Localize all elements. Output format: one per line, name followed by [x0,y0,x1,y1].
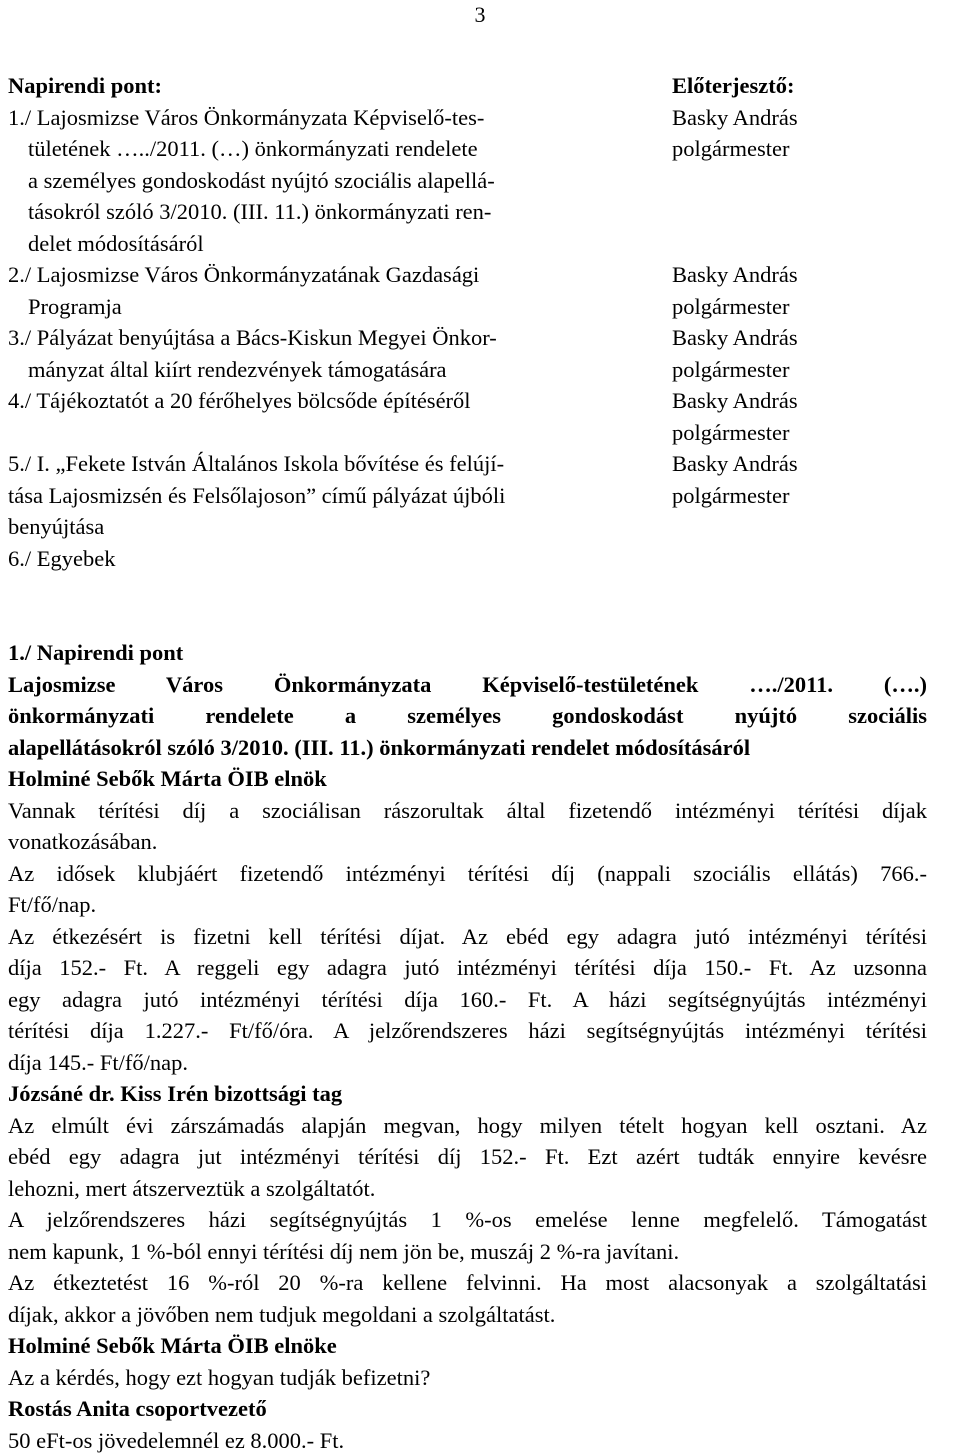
paragraph [8,1267,927,1330]
presenter-title: polgármester [672,419,790,445]
agenda-block [8,70,948,574]
section-title-line: alapellátásokról szóló 3/2010. (III. 11.) önkormányzati rendelet módosításáról [8,734,751,760]
agenda-item-4-text [8,385,672,448]
paragraph-line: díjak, akkor a jövőben nem tudjuk megoldani a szolgáltatást. [8,1301,556,1327]
paragraph-line: A jelzőrendszeres házi segítségnyújtás 1 %-os emelése lenne megfelelő. Támogatást [8,1207,927,1232]
agenda-item-line: 4./ Tájékoztatót a 20 férőhelyes bölcsőde építéséről [8,388,471,413]
paragraph-line: Az elmúlt évi zárszámadás alapján megvan, hogy milyen tételt hogyan kell osztani. Az [8,1112,927,1138]
agenda-item-line: mányzat által kiírt rendezvények támogatására [28,356,447,382]
agenda-item-line: 5./ I. „Fekete István Általános Iskola bővítése és felújí- [8,451,505,476]
paragraph-line: díja 145.- Ft/fő/nap. [8,1049,188,1075]
section-title-line: önkormányzati rendelete a személyes gondoskodást nyújtó szociális [8,703,927,728]
paragraph-line: Ft/fő/nap. [8,892,97,917]
agenda-item-line: a személyes gondoskodást nyújtó szociális alapellá- [28,167,495,193]
presenter-title: polgármester [672,136,790,161]
presenter-heading: Előterjesztő: [672,73,795,98]
agenda-item-line: tása Lajosmizsén és Felsőlajoson” című pályázat újbóli [8,482,506,508]
agenda-item-3-text [8,322,672,385]
presenter-name: Basky András [672,262,798,287]
agenda-item-3-presenter [672,322,948,385]
paragraph-line: 50 eFt-os jövedelemnél ez 8.000.- Ft. [8,1427,345,1453]
page-number: 3 [474,2,486,27]
agenda-item-2 [8,259,948,322]
presenter-title: polgármester [672,356,790,382]
speaker-name: Rostás Anita csoportvezető [8,1396,267,1421]
agenda-item-5-presenter [672,448,948,543]
agenda-item-2-presenter [672,259,948,322]
presenter-name: Basky András [672,388,798,413]
presenter-name: Basky András [672,325,798,350]
agenda-item-line: 2./ Lajosmizse Város Önkormányzatának Gazdasági [8,262,480,287]
paragraph [8,1110,927,1205]
agenda-item-3 [8,322,948,385]
paragraph-line: vonatkozásában. [8,829,158,854]
paragraph-line: Az idősek klubjáért fizetendő intézményi térítési díj (nappali szociális ellátás) 766.- [8,860,927,886]
agenda-item-line: tületének …../2011. (…) önkormányzati rendelete [28,136,478,161]
paragraph-line: lehozni, mert átszerveztük a szolgáltatót. [8,1175,376,1201]
paragraph-line: nem kapunk, 1 %-ból ennyi térítési díj nem jön be, muszáj 2 %-ra javítani. [8,1238,680,1264]
agenda-item-1 [8,102,948,260]
paragraph-line: Vannak térítési díj a szociálisan rászorultak által fizetendő intézményi térítési díjak [8,797,927,823]
agenda-item-6 [8,543,948,575]
agenda-item-5-text [8,448,672,543]
agenda-item-line: tásokról szóló 3/2010. (III. 11.) önkormányzati ren- [28,199,492,224]
paragraph-line: Az a kérdés, hogy ezt hogyan tudják befizetni? [8,1364,431,1390]
agenda-header-row [8,70,948,102]
paragraph [8,858,927,921]
paragraph-line: díja 152.- Ft. A reggeli egy adagra jutó intézményi térítési díja 150.- Ft. Az uzsonna [8,955,927,980]
paragraph [8,921,927,1079]
paragraph [8,1204,927,1267]
agenda-item-line: 6./ Egyebek [8,545,116,571]
agenda-item-line: Programja [28,293,122,319]
agenda-item-4-presenter [672,385,948,448]
presenter-name: Basky András [672,451,798,476]
paragraph-line: ebéd egy adagra jut intézményi térítési díj 152.- Ft. Ezt azért tudták ennyire kevésre [8,1144,927,1169]
section-title [8,669,927,764]
agenda-item-6-text [8,543,672,575]
paragraph [8,795,927,858]
agenda-item-2-text [8,259,672,322]
paragraph-line: térítési díja 1.227.- Ft/fő/óra. A jelzőrendszeres házi segítségnyújtás intézményi térítési [8,1018,927,1043]
agenda-item-line: benyújtása [8,514,105,539]
agenda-item-line: 3./ Pályázat benyújtása a Bács-Kiskun Megyei Önkor- [8,325,497,350]
agenda-item-5 [8,448,948,543]
speaker-name: Holminé Sebők Márta ÖIB elnök [8,766,327,791]
speaker-name: Holminé Sebők Márta ÖIB elnöke [8,1333,337,1358]
presenter-title: polgármester [672,482,790,508]
agenda-item-1-presenter [672,102,948,260]
minutes-section [8,637,927,1456]
agenda-heading: Napirendi pont: [8,73,162,98]
agenda-item-6-presenter [672,543,948,575]
agenda-item-4 [8,385,948,448]
agenda-item-line: delet módosításáról [28,230,204,256]
section-title-line: Lajosmizse Város Önkormányzata Képviselő-testületének …./2011. (….) [8,671,927,697]
section-heading: 1./ Napirendi pont [8,640,184,665]
paragraph-line: Az étkezésért is fizetni kell térítési díjat. Az ebéd egy adagra jutó intézményi térítési [8,923,927,949]
speaker-name: Józsáné dr. Kiss Irén bizottsági tag [8,1081,343,1106]
paragraph-line: egy adagra jutó intézményi térítési díja 160.- Ft. A házi segítségnyújtás intézményi [8,986,927,1012]
agenda-item-1-text [8,102,672,260]
agenda-item-line: 1./ Lajosmizse Város Önkormányzata Képviselő-tes- [8,104,485,130]
presenter-name: Basky András [672,104,798,130]
presenter-title: polgármester [672,293,790,319]
paragraph-line: Az étkeztetést 16 %-ról 20 %-ra kellene felvinni. Ha most alacsonyak a szolgáltatási [8,1270,927,1295]
